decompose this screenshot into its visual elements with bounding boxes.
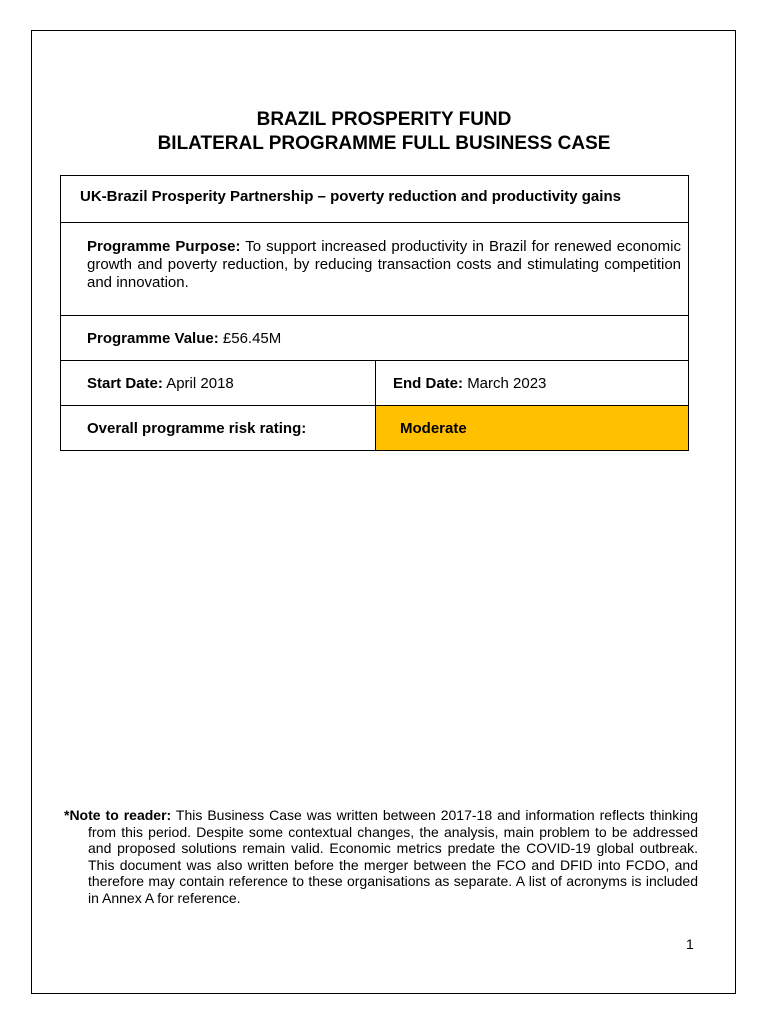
start-date-cell [61,361,376,406]
note-to-reader [64,807,698,906]
programme-purpose-cell [61,223,689,316]
table-row [61,316,689,361]
purpose-text: To support increased productivity in Brazil for renewed economic growth and poverty reduction, by reducing transaction costs and stimulating competition and innovation. [87,238,681,291]
programme-summary-table [60,175,689,451]
document-title: BRAZIL PROSPERITY FUND [256,109,512,130]
value-label: Programme Value: [87,329,219,347]
table-row [61,406,689,451]
note-label: *Note to reader: [64,807,172,823]
start-date-label: Start Date: [87,374,163,392]
table-row [61,176,689,223]
programme-title-cell [61,176,689,223]
start-date-value: April 2018 [166,374,234,392]
risk-value-cell [376,406,689,451]
purpose-label: Programme Purpose: [87,238,241,255]
risk-label: Overall programme risk rating: [87,419,307,437]
value-text: £56.45M [222,329,282,347]
programme-value-cell [61,316,689,361]
risk-label-cell [61,406,376,451]
page-number: 1 [686,936,694,952]
programme-title: UK-Brazil Prosperity Partnership – poverty reduction and productivity gains [80,187,621,205]
table-row [61,223,689,316]
risk-rating-badge: Moderate [400,419,467,437]
document-subtitle: BILATERAL PROGRAMME FULL BUSINESS CASE [157,133,611,154]
table-row [61,361,689,406]
end-date-cell [376,361,689,406]
note-text: This Business Case was written between 2017-18 and information reflects thinking from this period. Despite some contextual changes, the analysis, main problem to be addressed and proposed solutions remain valid. Economic metrics predate the COVID-19 global outbreak. This document was also written before the merger between the FCO and DFID into FCDO, and therefore may contain reference to these organisations as separate. A list of acronyms is included in Annex A for reference. [88,807,698,906]
end-date-value: March 2023 [467,374,547,392]
end-date-label: End Date: [393,374,464,392]
